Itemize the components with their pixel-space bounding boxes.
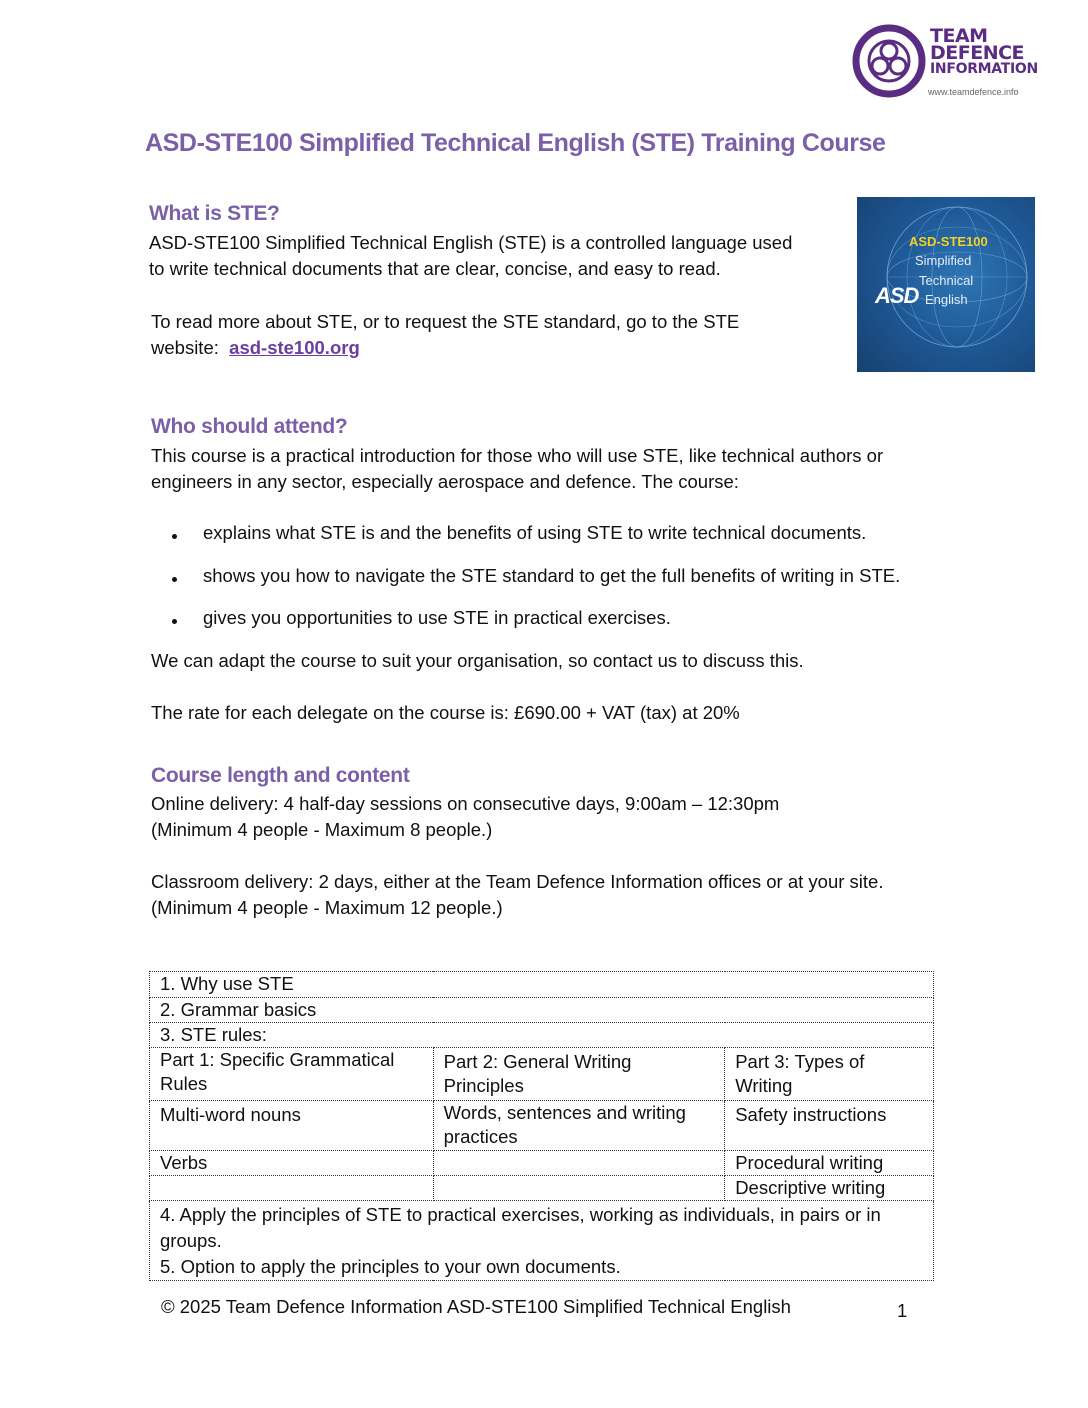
adapt-course-text: We can adapt the course to suit your organisation, so contact us to discuss this. <box>151 650 804 671</box>
page-title: ASD-STE100 Simplified Technical English (STE) Training Course <box>145 129 886 157</box>
table-cell: Safety instructions <box>725 1101 934 1151</box>
table-cell <box>150 1201 934 1281</box>
table-header-cell: Part 1: Specific Grammatical Rules <box>150 1048 434 1101</box>
ste-website-link[interactable]: asd-ste100.org <box>229 337 360 358</box>
section-heading-course-length: Course length and content <box>151 764 410 787</box>
bullet-icon <box>172 534 177 539</box>
delegate-rate-text: The rate for each delegate on the course is: £690.00 + VAT (tax) at 20% <box>151 702 740 723</box>
list-item: gives you opportunities to use STE in practical exercises. <box>203 607 671 628</box>
bullet-icon <box>172 619 177 624</box>
table-cell: Procedural writing <box>725 1151 934 1176</box>
logo-line-team: TEAM <box>930 25 988 47</box>
asd-logo-mark: ASD <box>875 283 919 308</box>
table-row <box>150 1048 934 1101</box>
classroom-capacity-text: (Minimum 4 people - Maximum 12 people.) <box>151 897 503 918</box>
table-header-cell: Part 2: General Writing Principles <box>433 1048 725 1101</box>
table-cell: Words, sentences and writing practices <box>433 1101 725 1151</box>
table-cell: 2. Grammar basics <box>150 998 934 1023</box>
table-cell: 3. STE rules: <box>150 1023 934 1048</box>
table-cell-line: 5. Option to apply the principles to your own documents. <box>160 1256 621 1277</box>
badge-line-technical: Technical <box>919 273 974 288</box>
badge-title: ASD-STE100 <box>909 234 988 249</box>
ste-badge-image <box>857 197 1035 372</box>
bullet-icon <box>172 577 177 582</box>
team-defence-logo <box>852 24 1052 100</box>
table-row <box>150 1101 934 1151</box>
table-header-cell: Part 3: Types of Writing <box>725 1048 934 1101</box>
footer-copyright: © 2025 Team Defence Information ASD-STE100 Simplified Technical English <box>161 1296 791 1317</box>
logo-emblem-icon <box>852 24 926 98</box>
table-row <box>150 1201 934 1281</box>
online-capacity-text: (Minimum 4 people - Maximum 8 people.) <box>151 819 493 840</box>
table-cell: Multi-word nouns <box>150 1101 434 1151</box>
what-line-1: ASD-STE100 Simplified Technical English (STE) is a controlled language used <box>149 232 793 253</box>
table-cell-line: 4. Apply the principles of STE to practical exercises, working as individuals, in pairs or in groups. <box>160 1204 881 1251</box>
who-line-2: engineers in any sector, especially aerospace and defence. The course: <box>151 471 739 492</box>
badge-line-simplified: Simplified <box>915 253 972 268</box>
table-row <box>150 1023 934 1048</box>
table-row <box>150 972 934 998</box>
logo-line-information: INFORMATION <box>930 61 1038 77</box>
table-cell: Verbs <box>150 1151 434 1176</box>
who-line-1: This course is a practical introduction for those who will use STE, like technical authors or <box>151 445 884 466</box>
table-cell <box>433 1151 725 1176</box>
logo-url: www.teamdefence.info <box>928 87 1019 97</box>
list-item: explains what STE is and the benefits of using STE to write technical documents. <box>203 522 867 543</box>
table-cell <box>433 1176 725 1201</box>
classroom-delivery-text: Classroom delivery: 2 days, either at the Team Defence Information offices or at your site. <box>151 871 884 892</box>
what-line-2: to write technical documents that are clear, concise, and easy to read. <box>149 258 721 279</box>
table-row <box>150 1151 934 1176</box>
table-cell <box>150 1176 434 1201</box>
table-cell: 1. Why use STE <box>150 972 934 998</box>
list-item: shows you how to navigate the STE standard to get the full benefits of writing in STE. <box>203 565 901 586</box>
table-row <box>150 998 934 1023</box>
read-more-line: To read more about STE, or to request the STE standard, go to the STE <box>151 311 740 332</box>
website-label: website: <box>151 337 219 358</box>
section-heading-what-is-ste: What is STE? <box>149 202 280 225</box>
section-heading-who-should-attend: Who should attend? <box>151 415 348 438</box>
online-delivery-text: Online delivery: 4 half-day sessions on consecutive days, 9:00am – 12:30pm <box>151 793 780 814</box>
course-content-table <box>149 971 934 1281</box>
website-line <box>151 335 360 361</box>
table-row <box>150 1176 934 1201</box>
page-number: 1 <box>897 1300 908 1321</box>
table-cell: Descriptive writing <box>725 1176 934 1201</box>
logo-line-defence: DEFENCE <box>930 42 1025 64</box>
badge-line-english: English <box>925 292 968 307</box>
